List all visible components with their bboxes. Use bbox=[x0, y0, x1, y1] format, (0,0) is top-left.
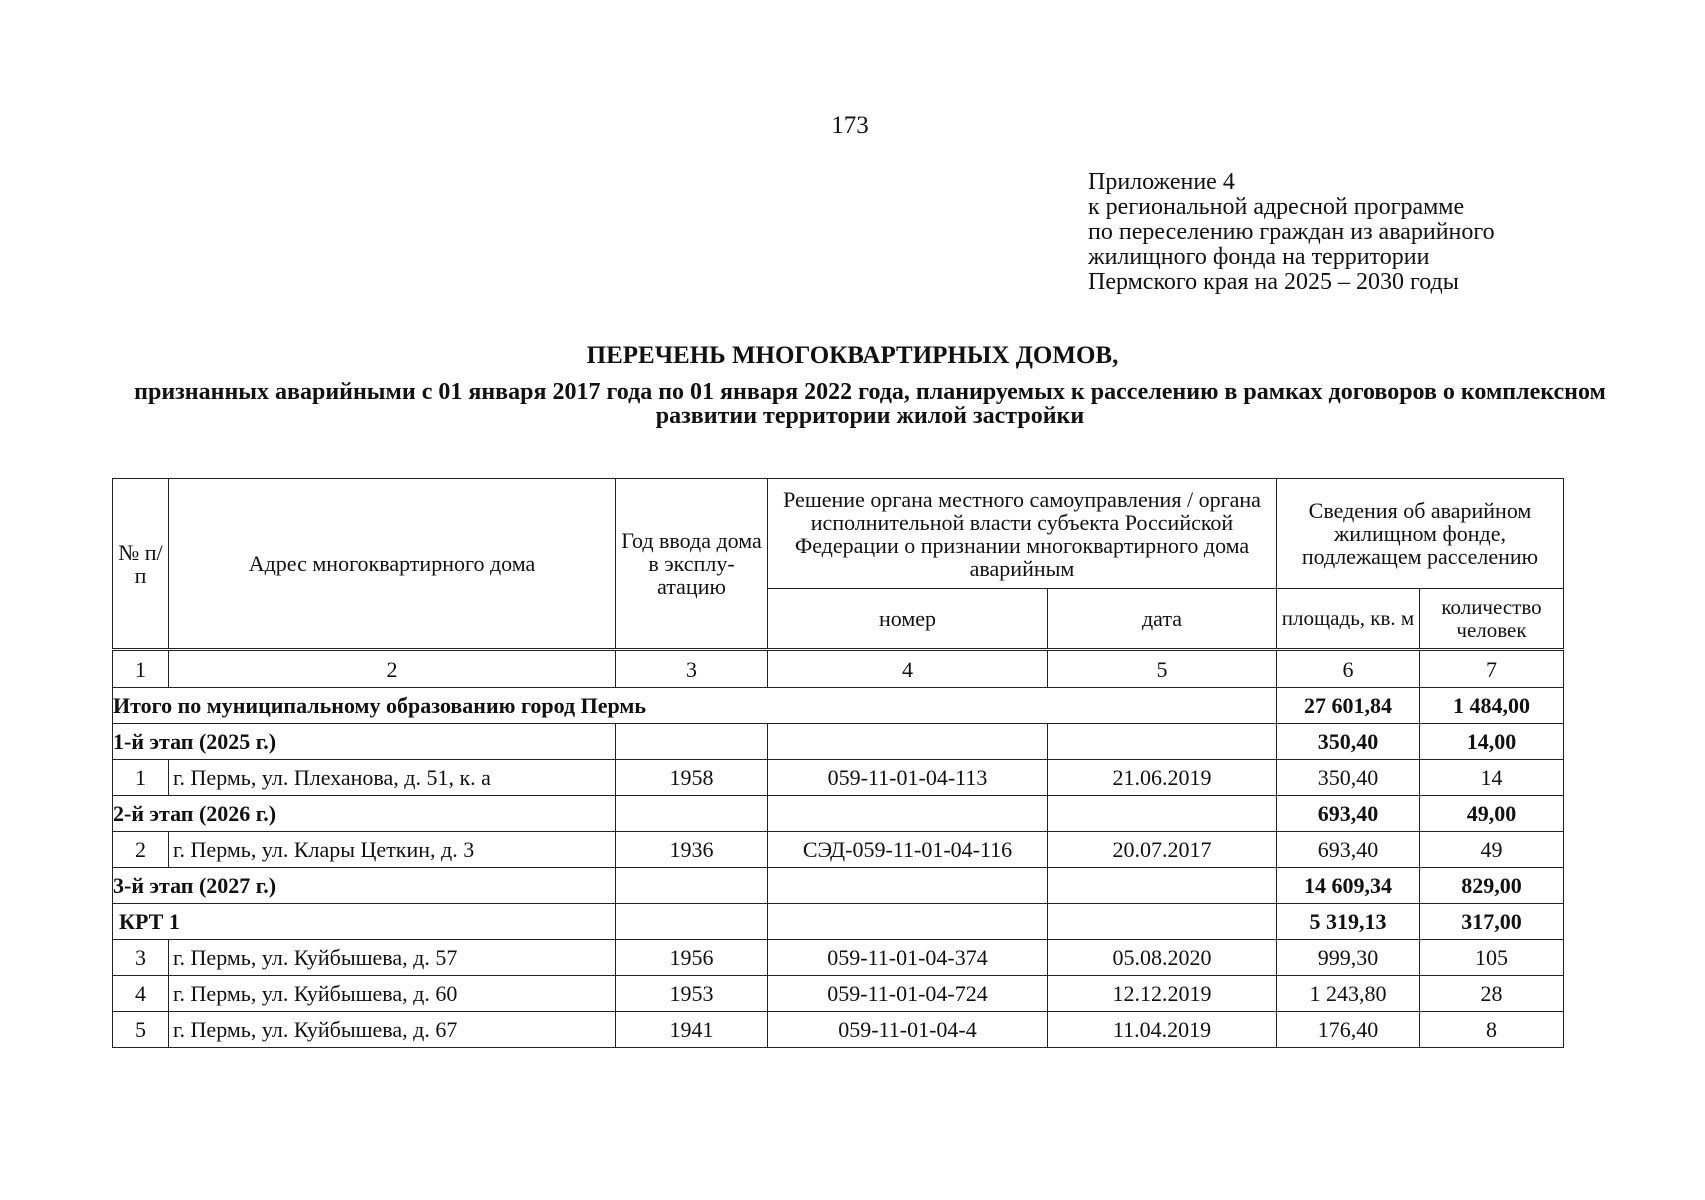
row-number: 059-11-01-04-113 bbox=[768, 760, 1048, 796]
column-number: 7 bbox=[1420, 650, 1564, 688]
empty-cell bbox=[1048, 796, 1277, 832]
column-number: 3 bbox=[616, 650, 768, 688]
row-number: 059-11-01-04-4 bbox=[768, 1012, 1048, 1048]
stage-area: 350,40 bbox=[1277, 724, 1420, 760]
row-date: 05.08.2020 bbox=[1048, 940, 1277, 976]
row-number: 059-11-01-04-724 bbox=[768, 976, 1048, 1012]
row-date: 20.07.2017 bbox=[1048, 832, 1277, 868]
appendix-line: жилищного фонда на территории bbox=[1088, 244, 1430, 270]
stage-area: 14 609,34 bbox=[1277, 868, 1420, 904]
row-people: 8 bbox=[1420, 1012, 1564, 1048]
row-area: 999,30 bbox=[1277, 940, 1420, 976]
row-year: 1936 bbox=[616, 832, 768, 868]
row-address: г. Пермь, ул. Плеханова, д. 51, к. а bbox=[169, 760, 616, 796]
header-decision: Решение органа местного самоуправления / органа исполнительной власти субъекта Российской Федерации о признании многоквартирного дома аварийным bbox=[768, 479, 1277, 589]
row-year: 1956 bbox=[616, 940, 768, 976]
row-year: 1958 bbox=[616, 760, 768, 796]
table-row bbox=[113, 760, 1564, 796]
krt-row bbox=[113, 904, 1564, 940]
houses-table bbox=[112, 478, 1564, 1048]
row-people: 14 bbox=[1420, 760, 1564, 796]
row-num: 2 bbox=[113, 832, 169, 868]
header-area: площадь, кв. м bbox=[1277, 589, 1420, 650]
stage-label: 3-й этап (2027 г.) bbox=[113, 868, 616, 904]
row-year: 1941 bbox=[616, 1012, 768, 1048]
column-number: 1 bbox=[113, 650, 169, 688]
appendix-line: Пермского края на 2025 – 2030 годы bbox=[1088, 269, 1459, 295]
empty-cell bbox=[616, 724, 768, 760]
row-num: 4 bbox=[113, 976, 169, 1012]
row-address: г. Пермь, ул. Куйбышева, д. 60 bbox=[169, 976, 616, 1012]
column-number: 2 bbox=[169, 650, 616, 688]
empty-cell bbox=[768, 904, 1048, 940]
row-number: 059-11-01-04-374 bbox=[768, 940, 1048, 976]
appendix-line: по переселению граждан из аварийного bbox=[1088, 219, 1495, 245]
stage-people: 829,00 bbox=[1420, 868, 1564, 904]
krt-area: 5 319,13 bbox=[1277, 904, 1420, 940]
header-info: Сведения об аварийном жилищном фонде, подлежащем расселению bbox=[1277, 479, 1564, 589]
row-area: 176,40 bbox=[1277, 1012, 1420, 1048]
row-date: 11.04.2019 bbox=[1048, 1012, 1277, 1048]
stage-people: 14,00 bbox=[1420, 724, 1564, 760]
krt-people: 317,00 bbox=[1420, 904, 1564, 940]
header-people: количество человек bbox=[1420, 589, 1564, 650]
stage-label: 2-й этап (2026 г.) bbox=[113, 796, 616, 832]
row-year: 1953 bbox=[616, 976, 768, 1012]
column-numbers-row bbox=[113, 650, 1564, 688]
stage-area: 693,40 bbox=[1277, 796, 1420, 832]
column-number: 4 bbox=[768, 650, 1048, 688]
table-row bbox=[113, 832, 1564, 868]
empty-cell bbox=[1048, 904, 1277, 940]
total-area: 27 601,84 bbox=[1277, 688, 1420, 724]
empty-cell bbox=[768, 868, 1048, 904]
row-people: 28 bbox=[1420, 976, 1564, 1012]
row-date: 12.12.2019 bbox=[1048, 976, 1277, 1012]
row-people: 105 bbox=[1420, 940, 1564, 976]
row-address: г. Пермь, ул. Куйбышева, д. 57 bbox=[169, 940, 616, 976]
stage-label: 1-й этап (2025 г.) bbox=[113, 724, 616, 760]
document-subtitle: признанных аварийными с 01 января 2017 года по 01 января 2022 года, планируемых к расселению в рамках договоров о комплексном развитии территории жилой застройки bbox=[134, 379, 1606, 429]
row-area: 1 243,80 bbox=[1277, 976, 1420, 1012]
krt-label: КРТ 1 bbox=[113, 904, 616, 940]
row-number: СЭД-059-11-01-04-116 bbox=[768, 832, 1048, 868]
empty-cell bbox=[1048, 868, 1277, 904]
row-date: 21.06.2019 bbox=[1048, 760, 1277, 796]
header-year: Год ввода дома в эксплу-атацию bbox=[616, 479, 768, 650]
row-address: г. Пермь, ул. Куйбышева, д. 67 bbox=[169, 1012, 616, 1048]
appendix-note bbox=[1088, 170, 1495, 295]
appendix-line: к региональной адресной программе bbox=[1088, 194, 1465, 220]
row-area: 350,40 bbox=[1277, 760, 1420, 796]
row-num: 1 bbox=[113, 760, 169, 796]
stage-row bbox=[113, 724, 1564, 760]
header-address: Адрес многоквартирного дома bbox=[169, 479, 616, 650]
row-area: 693,40 bbox=[1277, 832, 1420, 868]
empty-cell bbox=[616, 904, 768, 940]
stage-row bbox=[113, 868, 1564, 904]
stage-row bbox=[113, 796, 1564, 832]
table-row bbox=[113, 1012, 1564, 1048]
total-label: Итого по муниципальному образованию город Пермь bbox=[113, 688, 1277, 724]
header-date: дата bbox=[1048, 589, 1277, 650]
empty-cell bbox=[616, 796, 768, 832]
total-row bbox=[113, 688, 1564, 724]
header-num: № п/п bbox=[113, 479, 169, 650]
table-row bbox=[113, 940, 1564, 976]
row-num: 3 bbox=[113, 940, 169, 976]
row-address: г. Пермь, ул. Клары Цеткин, д. 3 bbox=[169, 832, 616, 868]
empty-cell bbox=[1048, 724, 1277, 760]
row-people: 49 bbox=[1420, 832, 1564, 868]
column-number: 5 bbox=[1048, 650, 1277, 688]
header-number: номер bbox=[768, 589, 1048, 650]
column-number: 6 bbox=[1277, 650, 1420, 688]
total-people: 1 484,00 bbox=[1420, 688, 1564, 724]
empty-cell bbox=[768, 724, 1048, 760]
table-row bbox=[113, 976, 1564, 1012]
page-number: 173 bbox=[831, 112, 869, 139]
appendix-line: Приложение 4 bbox=[1088, 169, 1235, 195]
row-num: 5 bbox=[113, 1012, 169, 1048]
document-title: ПЕРЕЧЕНЬ МНОГОКВАРТИРНЫХ ДОМОВ, bbox=[586, 342, 1119, 369]
stage-people: 49,00 bbox=[1420, 796, 1564, 832]
empty-cell bbox=[616, 868, 768, 904]
empty-cell bbox=[768, 796, 1048, 832]
